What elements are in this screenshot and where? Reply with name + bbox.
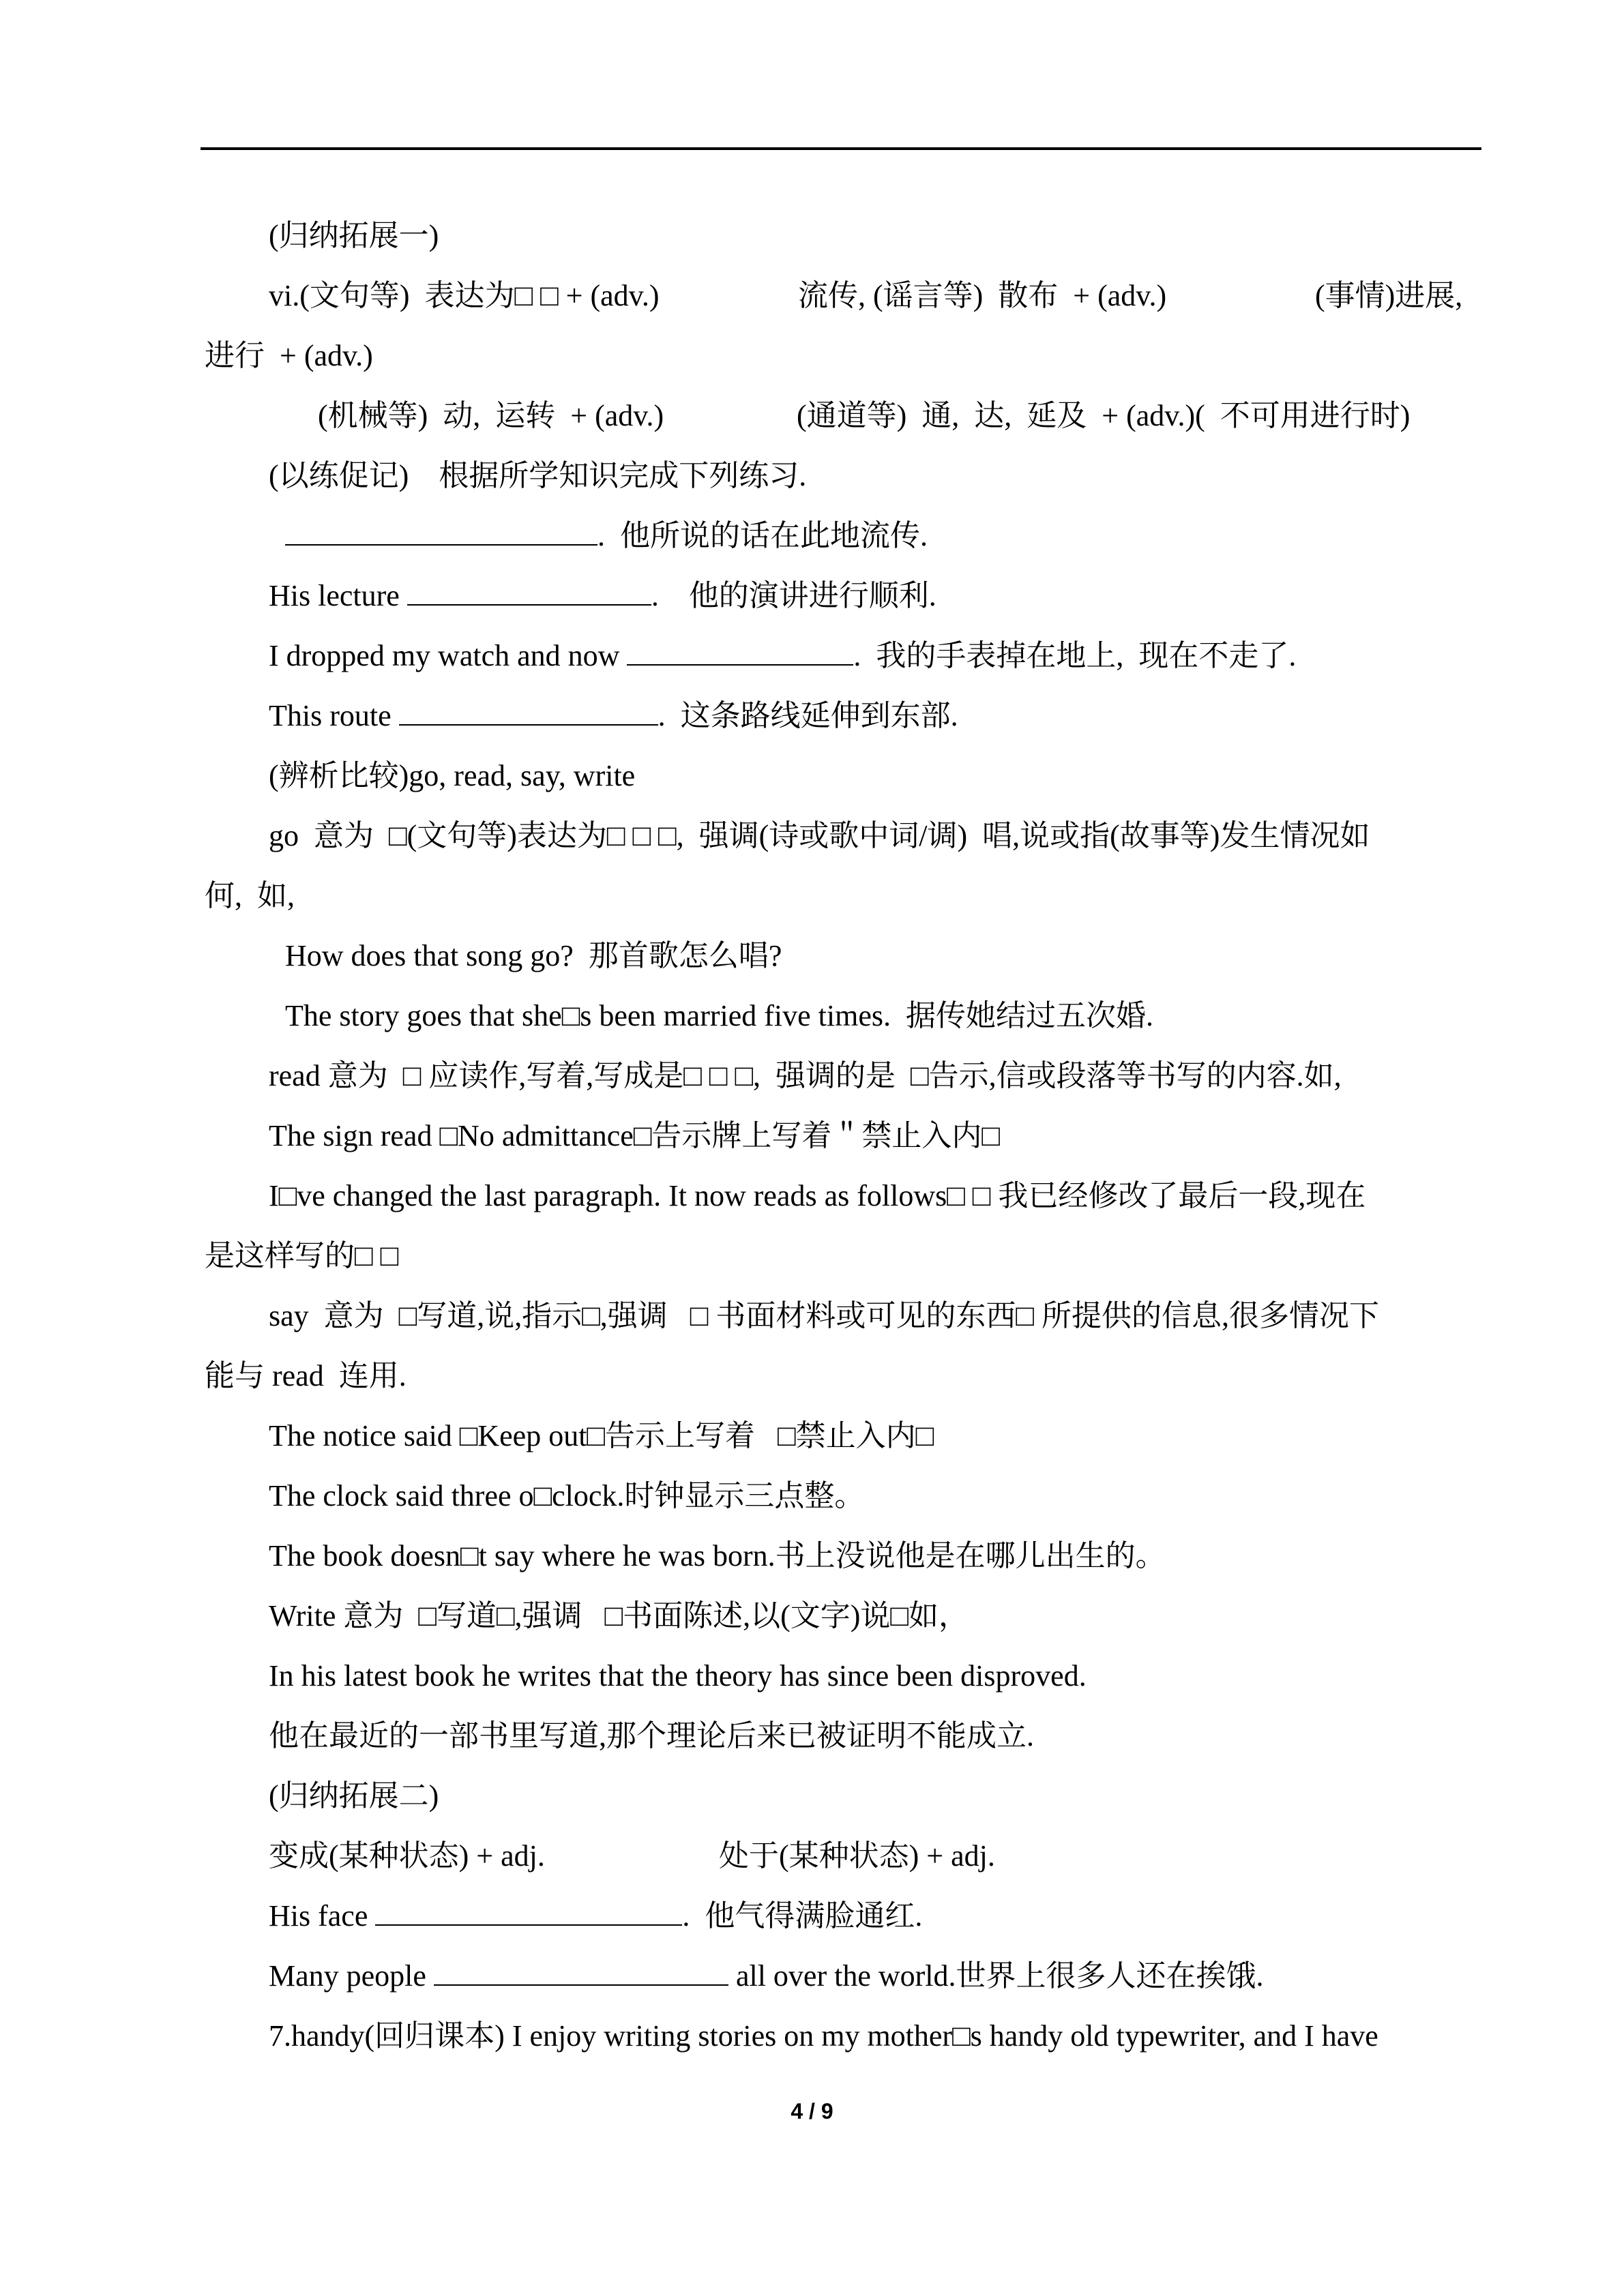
meaning-circulate: 流传, (谣言等) 散布 + (adv.): [798, 279, 1167, 312]
read-example-2-cont: 是这样写的□ □: [205, 1239, 399, 1272]
page-number: 4 / 9: [791, 2099, 833, 2123]
read-example-1: The sign read □No admittance□告示牌上写着＂禁止入内□: [269, 1119, 1000, 1152]
section2-exercise-1: His face . 他气得满脸通红.: [269, 1899, 923, 1933]
exercise-3: I dropped my watch and now . 我的手表掉在地上, 现在不走了.: [269, 639, 1297, 672]
say-definition-cont: 能与 read 连用.: [205, 1359, 407, 1392]
compare-heading: (辨析比较)go, read, say, write: [269, 759, 636, 792]
section1-heading: (归纳拓展一): [269, 219, 439, 252]
write-example-zh: 他在最近的一部书里写道,那个理论后来已被证明不能成立.: [269, 1719, 1034, 1753]
meaning-state: 处于(某种状态) + adj.: [719, 1839, 995, 1873]
answer-blank[interactable]: [407, 580, 651, 606]
answer-blank[interactable]: [285, 520, 597, 546]
meaning-machine: (机械等) 动, 运转 + (adv.): [318, 399, 664, 432]
exercise-1: . 他所说的话在此地流传.: [285, 516, 928, 556]
answer-blank[interactable]: [627, 640, 853, 666]
go-definition-cont: 何, 如,: [205, 879, 295, 912]
meaning-progress: (事情)进展,: [1315, 279, 1463, 312]
go-example-2: The story goes that she□s been married five times. 据传她结过五次婚.: [285, 999, 1153, 1032]
say-example-1: The notice said □Keep out□告示上写着 □禁止入内□: [269, 1419, 934, 1452]
answer-blank[interactable]: [434, 1960, 728, 1986]
next-item: 7.handy(回归课本) I enjoy writing stories on my mother□s handy old typewriter, and I have: [269, 2019, 1378, 2053]
exercise-4: This route . 这条路线延伸到东部.: [269, 699, 958, 732]
read-example-2: I□ve changed the last paragraph. It now reads as follows□ □ 我已经修改了最后一段,现在: [269, 1179, 1366, 1212]
write-example-en: In his latest book he writes that the theory has since been disproved.: [269, 1659, 1087, 1693]
say-example-2: The clock said three o□clock.时钟显示三点整。: [269, 1479, 865, 1512]
say-example-3: The book doesn□t say where he was born.书上没说他是在哪儿出生的。: [269, 1539, 1166, 1572]
answer-blank[interactable]: [399, 700, 658, 726]
answer-blank[interactable]: [375, 1900, 682, 1926]
practice-label: (以练促记) 根据所学知识完成下列练习.: [269, 459, 807, 492]
exercise-2: His lecture . 他的演讲进行顺利.: [269, 579, 936, 612]
section2-heading: (归纳拓展二): [269, 1779, 439, 1813]
write-definition: Write 意为 □写道□,强调 □书面陈述,以(文字)说□如，: [269, 1599, 969, 1632]
say-definition: say 意为 □写道,说,指示□,强调 □ 书面材料或可见的东西□ 所提供的信息,很多情况下: [269, 1299, 1379, 1332]
meaning-express: vi.(文句等) 表达为□ □ + (adv.): [269, 279, 660, 312]
meaning-route: (通道等) 通, 达, 延及 + (adv.)( 不可用进行时): [797, 399, 1411, 432]
section2-exercise-2: Many people all over the world.世界上很多人还在挨饿.: [269, 1959, 1264, 1993]
header-rule: [201, 147, 1481, 150]
read-definition: read 意为 □ 应读作,写着,写成是□ □ □, 强调的是 □告示,信或段落等书写的内容.如,: [269, 1059, 1342, 1092]
go-example-1: How does that song go? 那首歌怎么唱?: [285, 939, 782, 972]
go-definition: go 意为 □(文句等)表达为□ □ □, 强调(诗或歌中词/调) 唱,说或指(故事等)发生情况如: [269, 819, 1370, 852]
meaning-become: 变成(某种状态) + adj.: [269, 1839, 545, 1873]
meaning-progress-cont: 进行 + (adv.): [205, 339, 373, 372]
